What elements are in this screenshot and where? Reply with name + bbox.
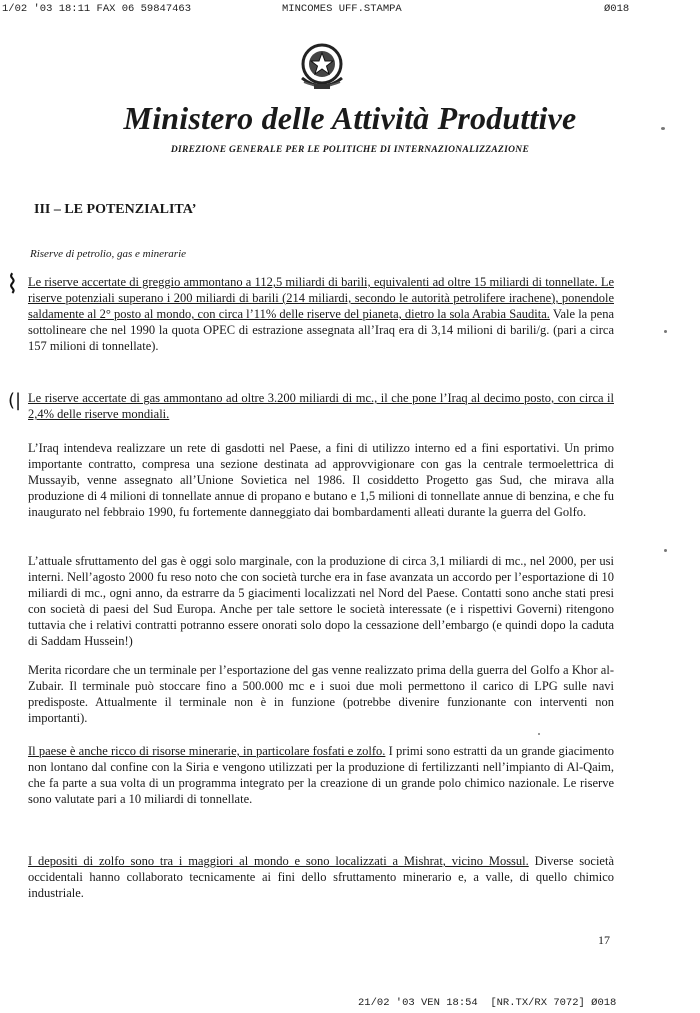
page-number: 17	[598, 933, 610, 947]
underlined-text: Il paese è anche ricco di risorse minerarie, in particolare fosfati e zolfo.	[28, 744, 386, 758]
underlined-text: Le riserve accertate di gas ammontano ad oltre 3.200 miliardi di mc., il che pone l’Iraq al decimo posto, con circa il 2,4% delle riserve mondiali.	[28, 391, 614, 421]
paragraph-gas-terminal: Merita ricordare che un terminale per l’esportazione del gas venne realizzato prima della guerra del Golfo a Khor al-Zubair. Il terminale può stoccare fino a 500.000 mc e i suoi due moli permettono il carico di LPG sulle navi predisposte. Attualmente il terminale non è in funzione (potrebbe divenire funzionante con interventi non importanti).	[28, 663, 614, 725]
italian-republic-emblem-icon	[292, 38, 352, 94]
fax-header-office: MINCOMES UFF.STAMPA	[282, 3, 402, 15]
paragraph-text: Diverse società occidentali hanno collaborato tecnicamente ai fini dello sfruttamento minerario e, a valle, di quello chimico industriale.	[28, 854, 614, 900]
paragraph-text: Vale la pena sottolineare che nel 1990 la quota OPEC di estrazione assegnata all’Iraq era di 3,14 milioni di barili/g. (pari a circa 157 milioni di tonnellate).	[28, 307, 614, 353]
margin-mark-icon: ⌇	[6, 270, 19, 300]
paragraph-gas-exploitation: L’attuale sfruttamento del gas è oggi solo marginale, con la produzione di circa 3,1 miliardi di mc., nel 2000, per usi interni. Nell’agosto 2000 fu reso noto che con società turche era in fase avanzata un accordo per l’esportazione di 10 miliardi di mc., ogni anno, da estrarre da 5 giacimenti localizzati nel Nord del Paese. Contatti sono anche stati presi con società di paesi del Sud Europa. Anche per tale settore le società interessate (e i rispettivi Governi) ritengono tuttavia che i relativi contratti potranno essere onorati solo dopo la cessazione dell’embargo (e quindi dopo la caduta di Saddam Hussein!)	[28, 554, 614, 648]
scan-speck	[661, 127, 665, 130]
scan-speck	[664, 549, 667, 552]
paragraph-mineral-resources	[28, 743, 614, 807]
paragraph-gas-reserves	[28, 390, 614, 422]
ministry-name: Ministero delle Attività Produttive	[123, 100, 577, 136]
section-title: III – LE POTENZIALITA’	[34, 202, 197, 217]
underlined-text: I depositi di zolfo sono tra i maggiori al mondo e sono localizzati a Mishrat, vicino Mossul.	[28, 854, 529, 868]
paragraph-oil-reserves	[28, 274, 614, 354]
margin-mark-icon: (|	[8, 390, 22, 411]
fax-footer: 21/02 '03 VEN 18:54 [NR.TX/RX 7072] Ø018	[358, 997, 617, 1009]
scan-speck	[538, 733, 540, 735]
paragraph-text: I primi sono estratti da un grande giacimento non lontano dal confine con la Siria e vengono utilizzati per la produzione di fertilizzanti nell’impianto di Al-Qaim, che fa parte a sua volta di un programma integrato per la creazione di un grande polo chimico nazionale. Le riserve sono valutate pari a 10 miliardi di tonnellate.	[28, 744, 614, 806]
underlined-text: Le riserve accertate di greggio ammontano a 112,5 miliardi di barili, equivalenti ad oltre 15 miliardi di tonnellate. Le riserve potenziali superano i 200 miliardi di barili (214 miliardi, secondo le autorità petrolifere irachene), ponendole saldamente al 2° posto al mondo, con circa l’11% delle riserve del pianeta, dietro la sola Arabia Saudita.	[28, 275, 614, 321]
scan-speck	[664, 330, 667, 333]
fax-header-page: Ø018	[604, 3, 630, 15]
sub-heading: Riserve di petrolio, gas e minerarie	[30, 248, 187, 260]
paragraph-sulfur-deposits	[28, 853, 614, 901]
paragraph-gas-pipelines: L’Iraq intendeva realizzare un rete di gasdotti nel Paese, a fini di utilizzo interno ed a fini esportativi. Un primo importante contratto, compresa una sezione destinata ad approvvigionare con gas la centrale termoelettrica di Mussayib, venne assegnato all’Unione Sovietica nel 1986. Il cosiddetto Progetto gas Sud, che mirava alla produzione di 4 milioni di tonnellate annue di propano e butano e 1,5 milioni di tonnellate annue di benzina, e che fu inaugurato nel febbraio 1990, fu fortemente danneggiato dai bombardamenti alleati durante la guerra del Golfo.	[28, 441, 614, 519]
fax-header-sender: 1/02 '03 18:11 FAX 06 59847463	[2, 3, 192, 15]
direction-name: DIREZIONE GENERALE PER LE POLITICHE DI INTERNAZIONALIZZAZIONE	[170, 145, 530, 155]
